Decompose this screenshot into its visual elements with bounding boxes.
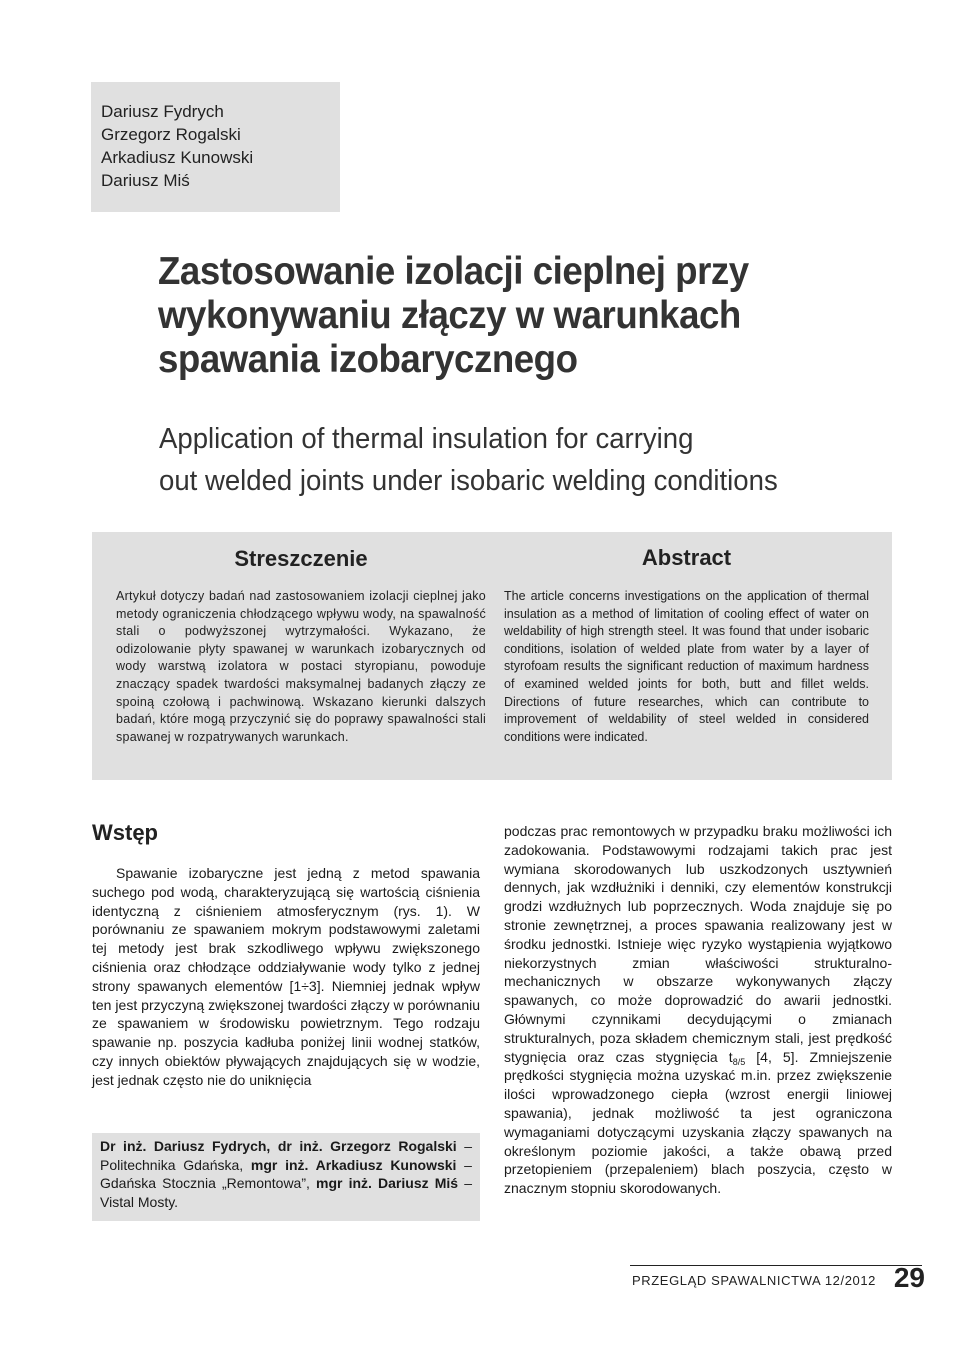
body-text-right [504,822,892,1198]
affiliation-author: mgr inż. Dariusz Miś [316,1175,459,1191]
affiliation-institution: – Vistal Mosty. [100,1175,472,1210]
abstract-heading: Abstract [641,545,732,570]
body-text-left-content: Spawanie izobaryczne jest jedną z metod spawania suchego pod wodą, charakteryzującą się wartością ciśnienia identyczną z ciśnieniem atmosferycznym (rys. 1). W porównaniu ze spawaniem mokrym podstawowymi zaletami tej metody jest brak szkodliwego wpływu zwiększonego ciśnienia oraz chłodzące oddziaływanie wody tylko z jednej strony spawanych elementów [1÷3]. Niemniej jednak wpływ ten jest przyczyną zwiększonej twardości złączy w porównaniu ze spawaniem w środowisku powietrznym. Tego rodzaju spawanie np. poszycia kadłuba poniżej linii wodnej statków, czy innych obiektów pływających znajdujących się w wodzie, jest jednak często nie do uniknięcia [92,865,480,1088]
body-text-right-part-a: podczas prac remontowych w przypadku braku możliwości ich zadokowania. Podstawowymi rodzajami takich prac jest wymiana skorodowanych lub uszkodzonych usztywnień dennych, jak wzdłużniki i denniki, czy elementów konstrukcji grodzi wzdłużnych lub poprzecznych. Woda znajduje się po stronie zewnętrznej, a proces spawania realizowany jest w środku jednostki. Istnieje więc ryzyko wystąpienia wyjątkowo niekorzystnych zmian właściwości strukturalno-mechanicznych w obszarze wykonywanych złączy spawanych, co może doprowadzić do awarii jednostki. Głównymi czynnikami decydującymi o zmianach strukturalnych, poza składem chemicznym stali, jest prędkość stygnięcia oraz czas stygnięcia t [504,823,892,1065]
body-text-left [92,864,480,1090]
affiliation-author: mgr inż. Arkadiusz Kunowski [250,1156,457,1173]
author-name: Arkadiusz Kunowski [101,148,254,167]
affiliation-institution: – Gdańska Stocznia „Remontowa”, [100,1156,472,1191]
affiliation-institution: – Politechnika Gdańska, [100,1138,472,1173]
affiliation-author: Dr inż. Dariusz Fydrych, dr inż. Grzegorz Rogalski [100,1138,457,1154]
title-line: wykonywaniu złączy w warunkach [158,294,741,337]
author-name: Dariusz Fydrych [101,102,224,121]
author-name: Grzegorz Rogalski [101,125,241,144]
title-line: out welded joints under isobaric welding conditions [159,465,778,497]
body-text-right-part-b: [4, 5]. Zmniejszenie prędkości stygnięcia można uzyskać m.in. przez zwiększenie ilości wprowadzonego ciepła (wzrost energii liniowej spawania), jednak możliwość ta jest ograniczona wymaganiami dotyczącymi uzyskania złączy spawanych na określonym poziomie jakości, a także obawą przed przetopieniem (przepaleniem) blach poszycia, często w znacznym stopniu skorodowanych. [504,1048,893,1197]
subscript: 8/5 [732,1056,746,1067]
author-affiliation [92,1133,480,1221]
page-number: 29 [893,1262,925,1293]
author-name: Dariusz Miś [101,171,190,190]
authors-box [91,82,340,212]
streszczenie-heading: Streszczenie [234,546,368,571]
title-line: spawania izobarycznego [158,338,578,381]
title-line: Application of thermal insulation for carrying [159,423,694,455]
streszczenie-text: Artykuł dotyczy badań nad zastosowaniem izolacji cieplnej jako metody ograniczenia chłodzącego wpływu wody, na spawalność stali o podwyższonej wytrzymałości. Wykazano, że odizolowanie płyty spawanej w warunkach izobarycznych od wody warstwą izolatora w postaci styropianu, powoduje znaczący spadek twardości maksymalnej badanych złączy ze spoiną czołową i pachwinową. Wskazano kierunki dalszych badań, które mogą przyczynić się do poprawy spawalności stali spawanej w rozpatrywanych warunkach. [116,589,486,744]
article-title-english [159,418,862,502]
journal-name: PRZEGLĄD SPAWALNICTWA 12/2012 [632,1273,877,1288]
section-heading: Wstęp [92,820,158,845]
article-title-polish [158,250,854,382]
abstract-band [92,532,892,780]
abstract-text: The article concerns investigations on the application of thermal insulation as a method of limitation of cooling effect of water on weldability of high strength steel. It was found that under isobaric conditions, isolation of welded plate from water by a layer of styrofoam results the significant reduction of maximum hardness of examined welded joints for both, butt and fillet welds. Directions of future researches, which can contribute to improvement of weldability of steel welded in considered conditions were indicated. [504,589,869,744]
title-line: Zastosowanie izolacji cieplnej przy [158,250,749,293]
